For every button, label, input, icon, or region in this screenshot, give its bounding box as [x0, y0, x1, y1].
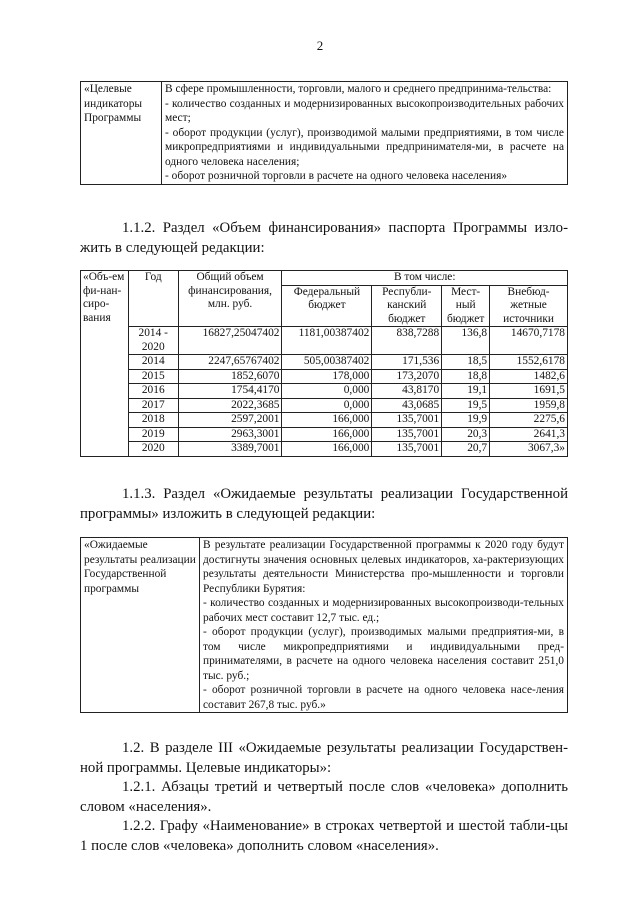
- cell-republic: 838,7288: [372, 327, 442, 355]
- table-row: [81, 427, 568, 442]
- table-line: - количество созданных и модернизированных высокопроизводи-тельных рабочих мест составит 12,7 тыс. ед.;: [203, 597, 564, 624]
- cell-extra: 1552,6178: [490, 355, 568, 370]
- header-local: Мест-ный бюджет: [442, 285, 490, 327]
- cell-republic: 43,8170: [372, 384, 442, 399]
- cell-federal: 166,000: [282, 427, 372, 442]
- header-federal: Федеральный бюджет: [282, 285, 372, 327]
- table-line: - оборот розничной торговли в расчете на одного человека населения»: [165, 170, 508, 182]
- table-row: [81, 369, 568, 384]
- financing-table: [80, 270, 568, 457]
- table-line: - количество созданных и модернизированных высокопроизводительных рабочих мест;: [165, 97, 564, 124]
- cell-total: 3389,7001: [178, 442, 282, 457]
- table-row: [81, 442, 568, 457]
- target-indicators-table: [80, 81, 568, 185]
- cell-total: 2597,2001: [178, 413, 282, 428]
- header-total: Общий объем финансирования, млн. руб.: [178, 271, 282, 327]
- cell-total: 1754,4170: [178, 384, 282, 399]
- cell-republic: 173,2070: [372, 369, 442, 384]
- paragraph-text: 1.1.3. Раздел «Ожидаемые результаты реализации Государственной программы» изложить в следующей редакции:: [80, 486, 568, 522]
- header-republic: Республи-канский бюджет: [372, 285, 442, 327]
- page-number: 2: [316, 38, 324, 53]
- table-label-cell: «Ожидаемые результаты реализации Государственной программы: [81, 538, 200, 713]
- cell-total: 2963,3001: [178, 427, 282, 442]
- paragraph-text: 1.2.1. Абзацы третий и четвертый после слов «человека» дополнить словом «населения».: [80, 779, 568, 815]
- cell-federal: 178,000: [282, 369, 372, 384]
- table-content-cell: [200, 538, 568, 713]
- cell-total: 2247,65767402: [178, 355, 282, 370]
- cell-federal: 0,000: [282, 398, 372, 413]
- header-including: В том числе:: [282, 271, 568, 286]
- cell-local: 136,8: [442, 327, 490, 355]
- cell-year: 2020: [128, 442, 178, 457]
- paragraph-1-2-1: [80, 778, 568, 817]
- table-row: [81, 327, 568, 355]
- paragraph-1-1-3: [80, 485, 568, 524]
- cell-local: 18,8: [442, 369, 490, 384]
- cell-total: 16827,25047402: [178, 327, 282, 355]
- cell-extra: 1691,5: [490, 384, 568, 399]
- paragraph-text: 1.1.2. Раздел «Объем финансирования» паспорта Программы изло-жить в следующей редакции:: [80, 220, 568, 256]
- cell-total: 2022,3685: [178, 398, 282, 413]
- table-header-row: [81, 271, 568, 286]
- table-row: [81, 355, 568, 370]
- cell-federal: 1181,00387402: [282, 327, 372, 355]
- paragraph-1-2-2: [80, 817, 568, 856]
- table-row: [81, 398, 568, 413]
- cell-republic: 171,536: [372, 355, 442, 370]
- table-line: - оборот продукции (услуг), производимых малыми предприятия-ми, в том числе микропредприятиями и индивидуальными пред-принимателями, в расчете на одного человека населения составит 251,0 тыс. руб.;: [203, 626, 564, 682]
- cell-local: 19,9: [442, 413, 490, 428]
- cell-extra: 1482,6: [490, 369, 568, 384]
- table-line: - оборот розничной торговли в расчете на одного человека насе-ления составит 267,8 тыс. руб.»: [203, 684, 564, 711]
- table-row: [81, 82, 568, 185]
- cell-federal: 166,000: [282, 413, 372, 428]
- table-content-cell: [162, 82, 568, 185]
- cell-federal: 0,000: [282, 384, 372, 399]
- cell-extra: 14670,7178: [490, 327, 568, 355]
- cell-extra: 2275,6: [490, 413, 568, 428]
- table-row: [81, 384, 568, 399]
- table-line: В сфере промышленности, торговли, малого и среднего предпринима-тельства:: [165, 83, 552, 95]
- paragraph-1-2: [80, 739, 568, 778]
- expected-results-table: [80, 537, 568, 713]
- cell-year: 2014 - 2020: [128, 327, 178, 355]
- cell-extra: 3067,3»: [490, 442, 568, 457]
- cell-year: 2019: [128, 427, 178, 442]
- cell-total: 1852,6070: [178, 369, 282, 384]
- cell-year: 2018: [128, 413, 178, 428]
- cell-federal: 166,000: [282, 442, 372, 457]
- cell-extra: 1959,8: [490, 398, 568, 413]
- paragraph-text: 1.2. В разделе III «Ожидаемые результаты реализации Государствен-ной программы. Целевые индикаторы»:: [80, 740, 568, 776]
- table-row: [81, 413, 568, 428]
- table-line: - оборот продукции (услуг), производимой малыми предприятиями, в том числе микропредприятиями и индивидуальными предпринимателя-ми, в расчете на одного человека населения;: [165, 126, 564, 168]
- table-line: В результате реализации Государственной программы к 2020 году будут достигнуты значения основных целевых индикаторов, ха-рактеризующих результаты деятельности Министерства про-мышленности и торговли Республики Бурятия:: [203, 539, 564, 595]
- cell-local: 20,7: [442, 442, 490, 457]
- cell-federal: 505,00387402: [282, 355, 372, 370]
- cell-extra: 2641,3: [490, 427, 568, 442]
- cell-year: 2016: [128, 384, 178, 399]
- header-extra: Внебюд-жетные источники: [490, 285, 568, 327]
- cell-republic: 135,7001: [372, 442, 442, 457]
- cell-republic: 135,7001: [372, 413, 442, 428]
- cell-year: 2017: [128, 398, 178, 413]
- table-label-cell: «Целевые индикаторы Программы: [81, 82, 162, 185]
- cell-local: 19,5: [442, 398, 490, 413]
- financing-row-label: «Объ-ем фи-нан-сиро-вания: [81, 271, 129, 457]
- cell-year: 2014: [128, 355, 178, 370]
- cell-year: 2015: [128, 369, 178, 384]
- cell-local: 20,3: [442, 427, 490, 442]
- paragraph-1-1-2: [80, 219, 568, 258]
- cell-local: 19,1: [442, 384, 490, 399]
- paragraph-text: 1.2.2. Графу «Наименование» в строках четвертой и шестой табли-цы 1 после слов «человека» дополнить словом «населения».: [80, 818, 568, 854]
- table-row: [81, 538, 568, 713]
- header-year: Год: [128, 271, 178, 327]
- cell-republic: 135,7001: [372, 427, 442, 442]
- cell-local: 18,5: [442, 355, 490, 370]
- cell-republic: 43,0685: [372, 398, 442, 413]
- closing-paragraphs: [80, 739, 568, 856]
